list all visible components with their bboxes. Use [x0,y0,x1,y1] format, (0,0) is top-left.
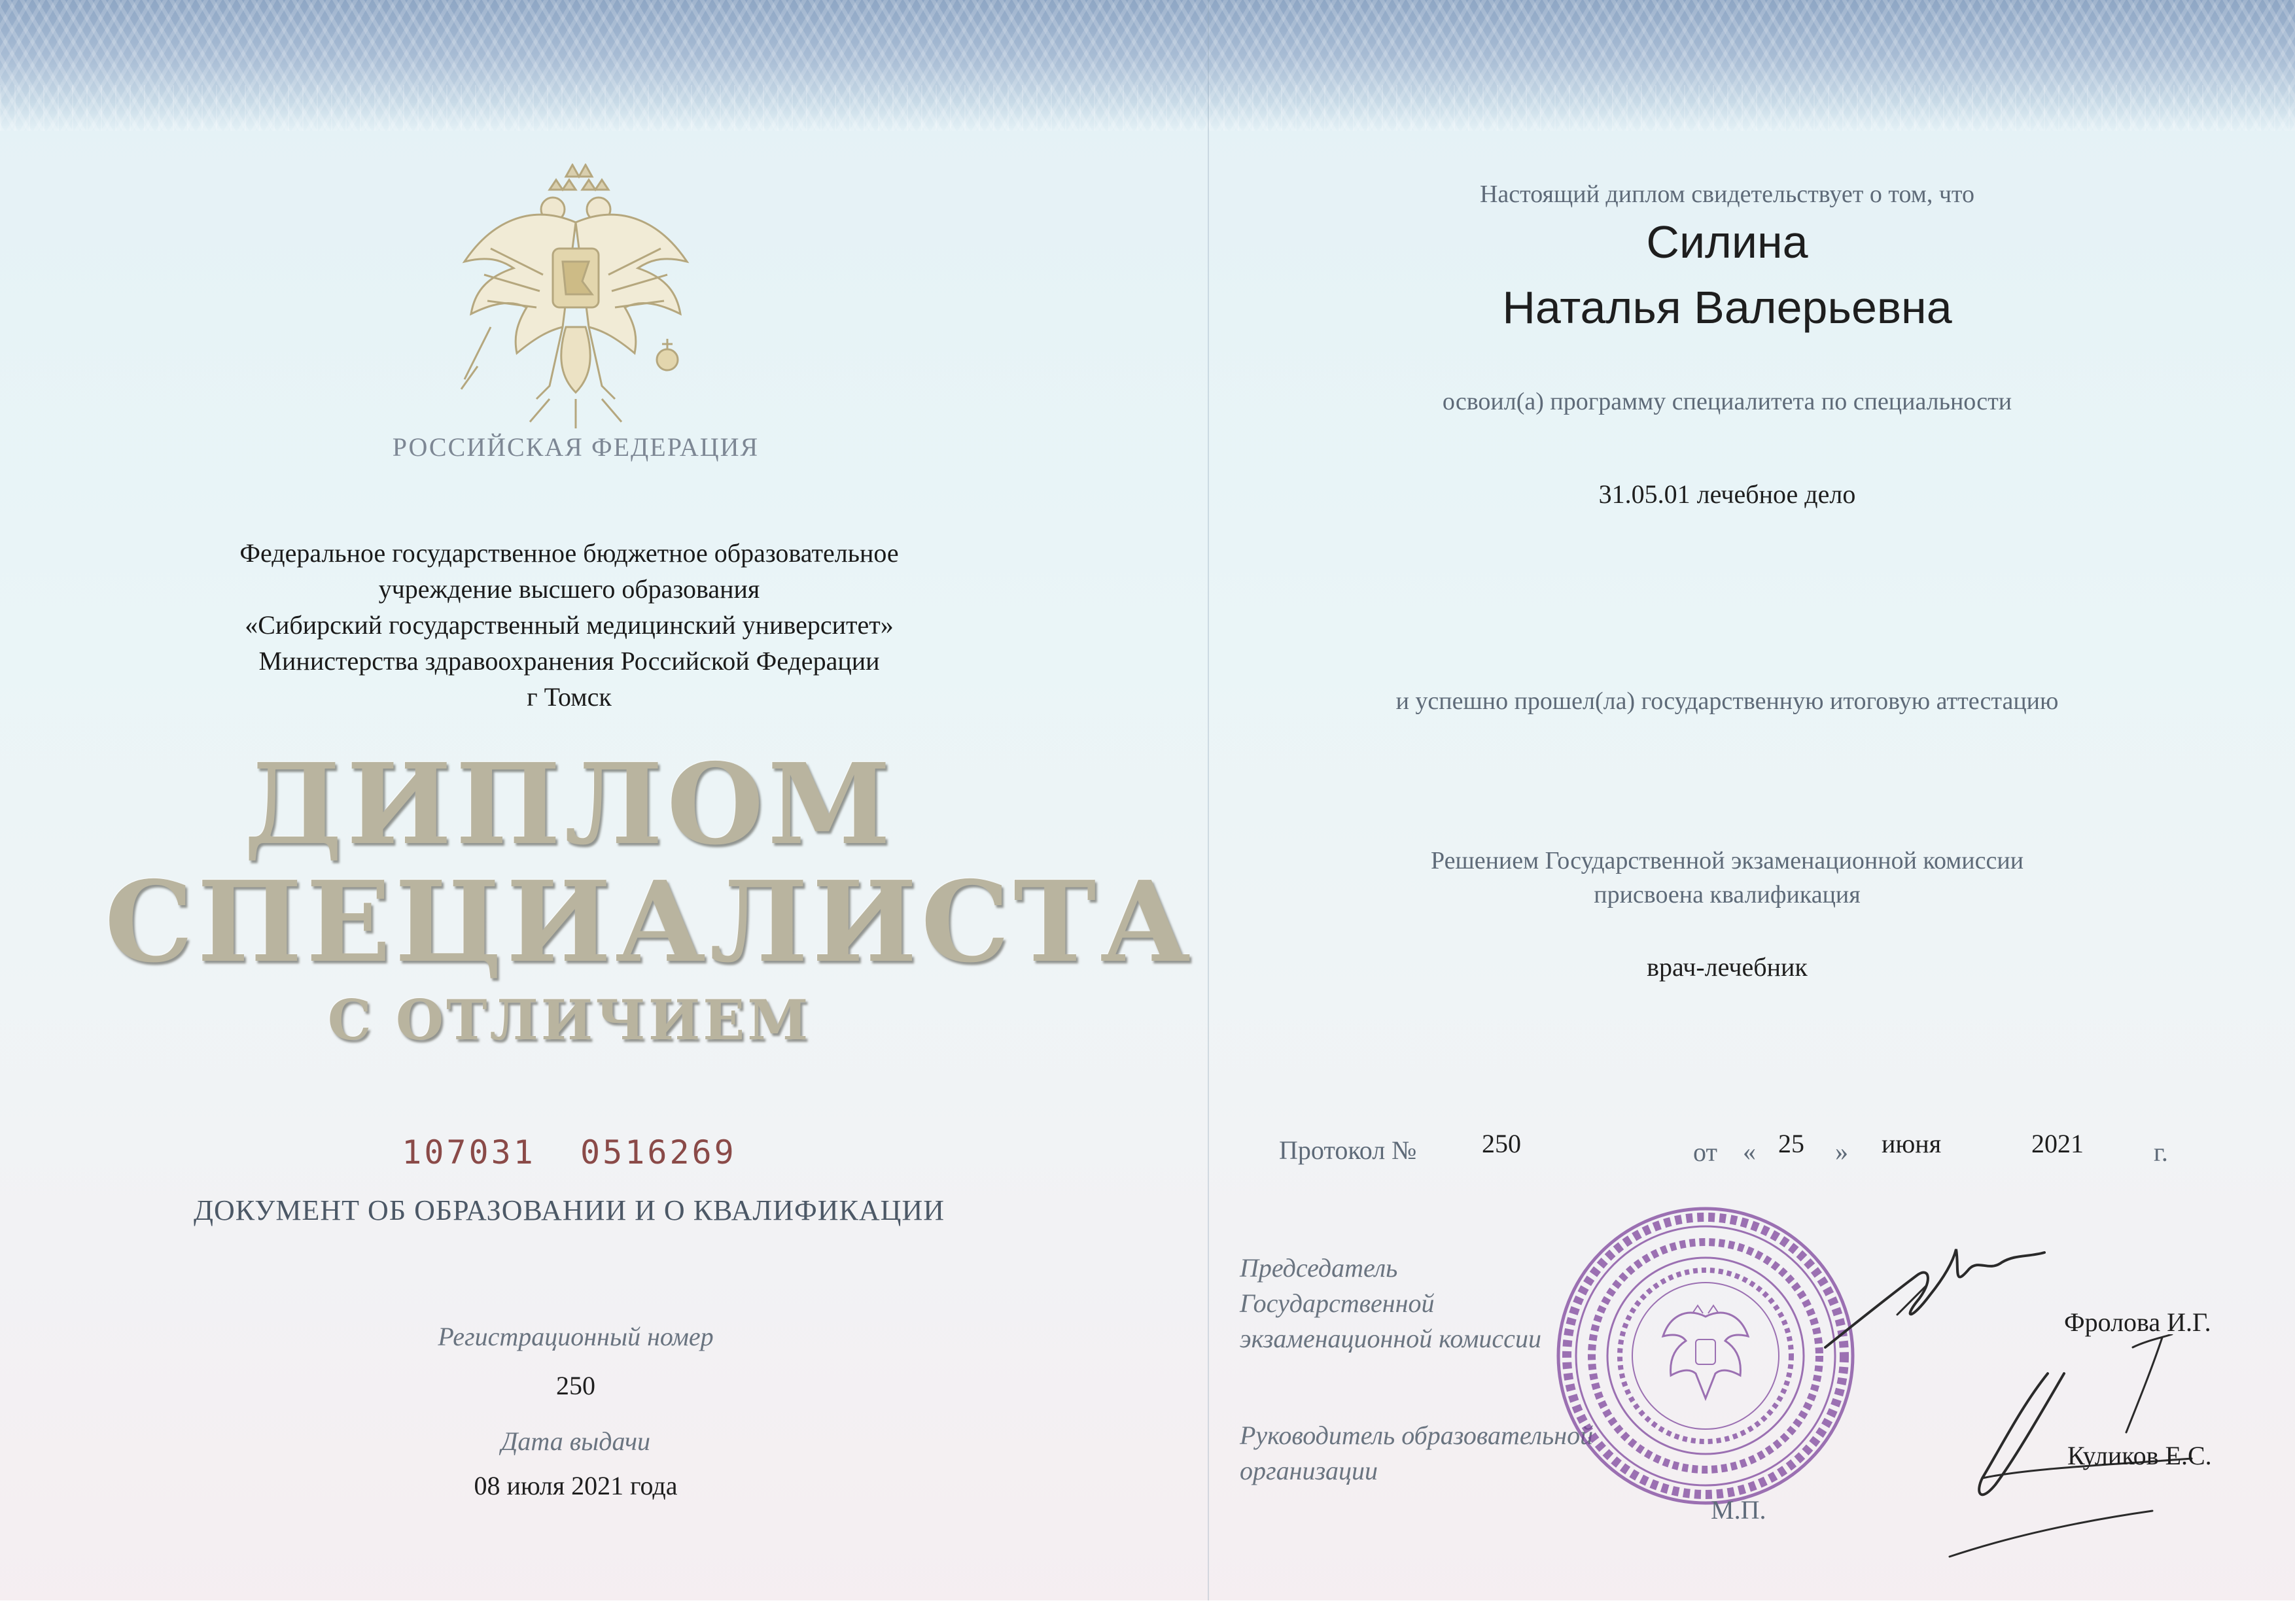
chair-label-line: экзаменационной комиссии [1240,1324,1541,1353]
quote-close: » [1835,1137,1848,1166]
graduate-surname: Силина [1646,216,1808,268]
diploma-title-line1: ДИПЛОМ [243,739,895,870]
specialty: 31.05.01 лечебное дело [1598,479,1856,509]
head-label-line: Руководитель образовательной [1240,1421,1594,1450]
commission-decision-line: Решением Государственной экзаменационной комиссии [1430,847,2024,874]
protocol-year: 2021 [2031,1129,2084,1158]
commission-decision [1276,844,2179,912]
protocol-label: Протокол № [1279,1135,1417,1165]
commission-decision-line: присвоена квалификация [1594,881,1861,908]
qualification: врач-лечебник [1647,952,1808,982]
document-type: ДОКУМЕНТ ОБ ОБРАЗОВАНИИ И О КВАЛИФИКАЦИИ [193,1194,945,1226]
chair-name: Фролова И.Г. [2064,1307,2211,1337]
protocol-from-label: от [1693,1137,1717,1167]
seal-place-mark: М.П. [1711,1495,1766,1525]
head-label [1240,1418,1593,1489]
double-headed-eagle-emblem-icon [451,164,700,438]
official-seal-stamp-icon [1552,1202,1859,1510]
institution-line: «Сибирский государственный медицинский университет» [245,610,894,640]
chair-label-line: Председатель [1240,1253,1398,1283]
protocol-number: 250 [1482,1129,1521,1158]
institution-line: Федеральное государственное бюджетное образовательное [239,538,899,568]
certifies-statement: Настоящий диплом свидетельствует о том, что [1479,181,1975,208]
chair-label-line: Государственной [1240,1288,1435,1318]
diploma-title-honors: С ОТЛИЧИЕМ [327,988,811,1052]
institution-name-block [105,535,1034,715]
diploma-title-line2: СПЕЦИАЛИСТА [105,857,1195,988]
issue-date-label: Дата выдачи [500,1426,651,1456]
country-title: РОССИЙСКАЯ ФЕДЕРАЦИЯ [392,432,760,462]
registration-number-label: Регистрационный номер [438,1322,714,1351]
institution-line: Министерства здравоохранения Российской Федерации [258,646,880,676]
quote-open: « [1743,1137,1756,1166]
year-suffix: г. [2154,1137,2168,1167]
protocol-month: июня [1882,1129,1942,1158]
bottom-edge [0,1600,2295,1624]
program-statement: освоил(а) программу специалитета по специальности [1442,388,2012,415]
attestation-statement: и успешно прошел(ла) государственную итоговую аттестацию [1395,687,2059,715]
chair-label [1240,1251,1541,1356]
guilloche-top-band [0,0,2295,131]
serial-number: 107031 0516269 [402,1133,737,1171]
institution-city: г Томск [527,682,612,712]
issue-date: 08 июля 2021 года [474,1471,678,1500]
page-fold [1208,0,1209,1624]
registration-number: 250 [556,1371,595,1400]
head-name: Куликов Е.С. [2067,1441,2212,1470]
graduate-given-names: Наталья Валерьевна [1502,282,1952,333]
head-label-line: организации [1240,1456,1378,1485]
institution-line: учреждение высшего образования [378,574,760,604]
protocol-day: 25 [1778,1129,1804,1158]
